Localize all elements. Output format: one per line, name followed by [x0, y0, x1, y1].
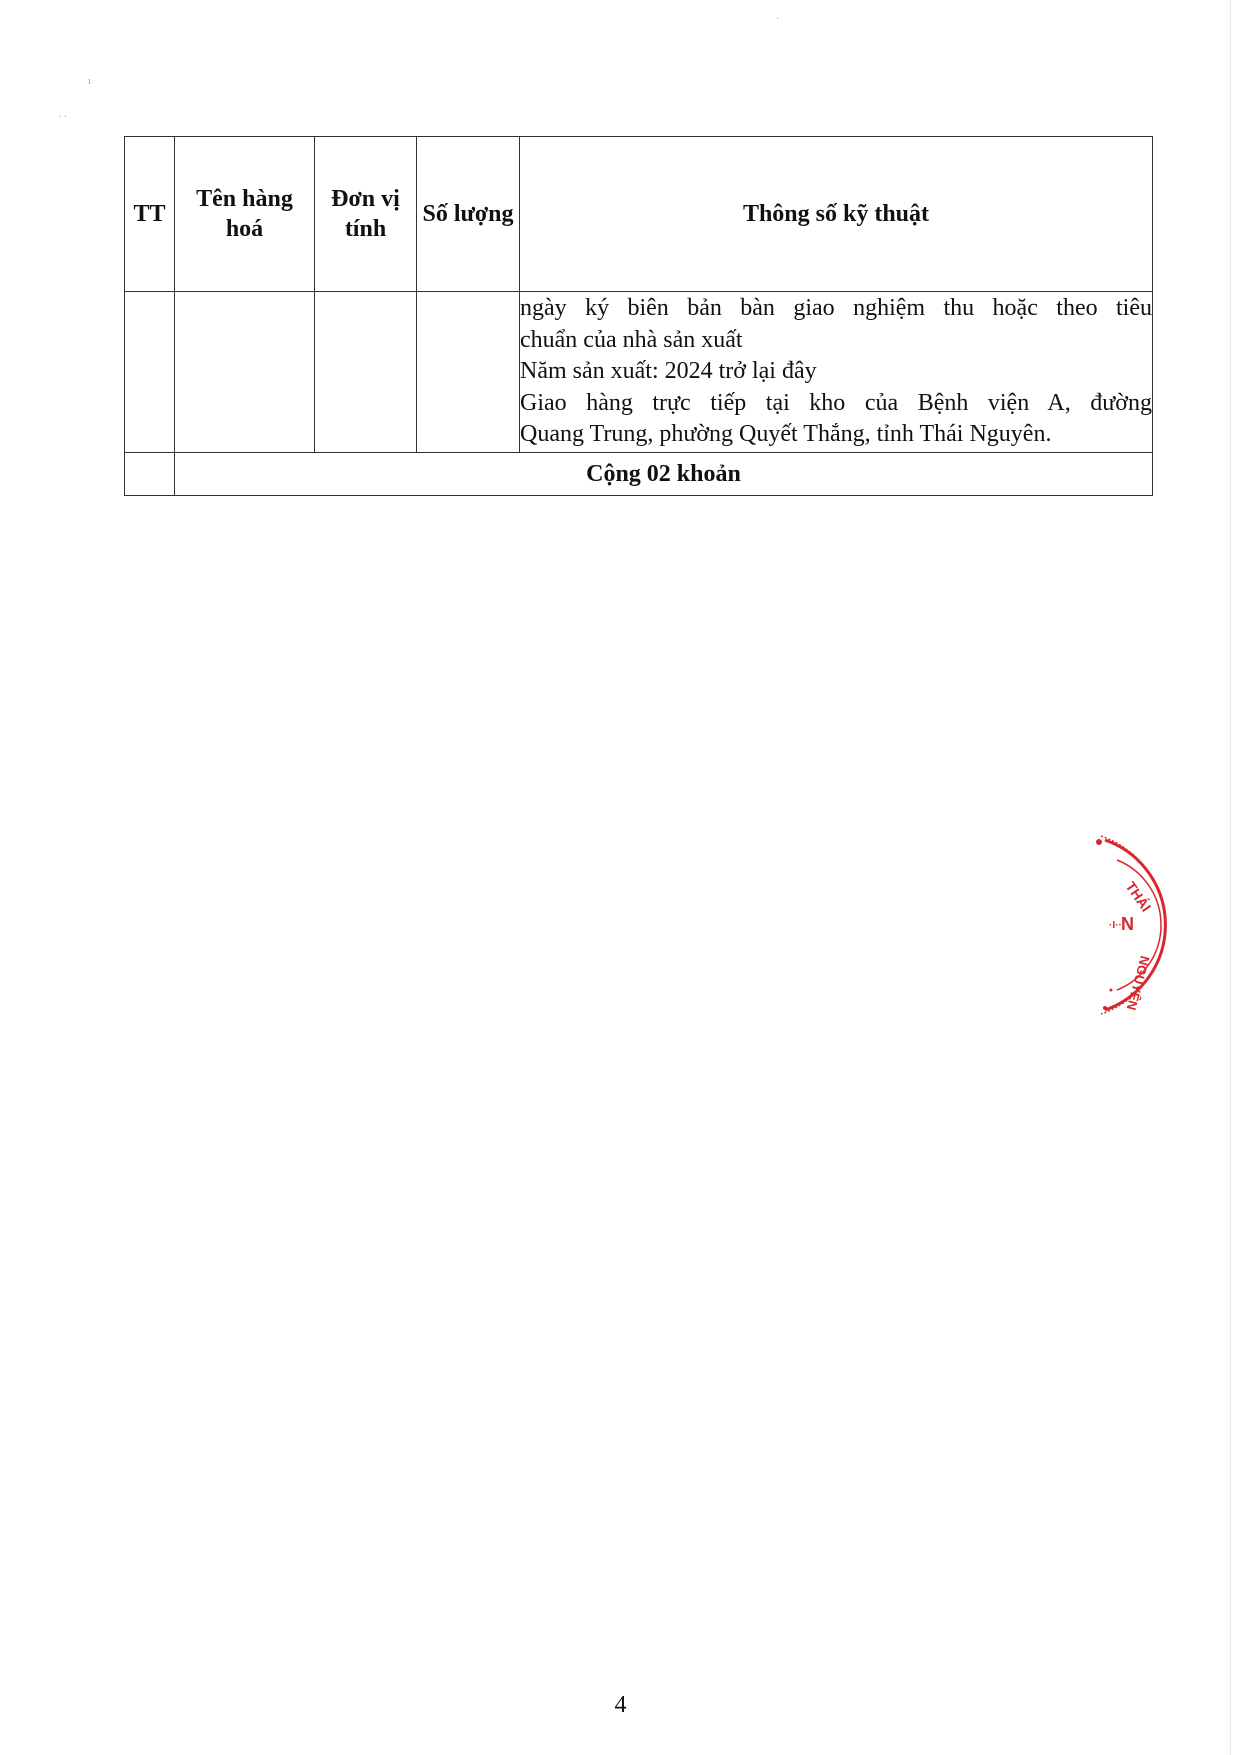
red-seal-stamp: [1095, 830, 1195, 1020]
cell-ten-hang-hoa: [175, 292, 315, 453]
total-empty-cell: [125, 453, 175, 496]
table-row: [125, 292, 1153, 453]
technical-spec-table: [124, 136, 1153, 496]
scan-edge-line: [1230, 0, 1231, 1755]
scan-speck: · ·: [58, 112, 68, 123]
table-total-row: [125, 453, 1153, 496]
spec-line: ngày ký biên bản bàn giao nghiệm thu hoặc theo tiêu: [520, 295, 1152, 322]
scan-speck: ·: [776, 14, 780, 25]
header-ten-hang-hoa: Tên hàng hoá: [175, 137, 315, 292]
cell-don-vi-tinh: [315, 292, 417, 453]
spec-line: Năm sản xuất: 2024 trở lại đây: [520, 358, 817, 385]
cell-tt: [125, 292, 175, 453]
total-label: Cộng 02 khoản: [175, 453, 1153, 496]
header-don-vi-tinh: Đơn vị tính: [315, 137, 417, 292]
svg-text:N: N: [1121, 914, 1134, 934]
spec-line: Giao hàng trực tiếp tại kho của Bệnh viện A, đường: [520, 389, 1152, 416]
page-number: 4: [614, 1692, 627, 1718]
spec-line: chuẩn của nhà sản xuất: [520, 326, 743, 353]
scan-speck: ı: [88, 76, 91, 87]
header-thong-so-ky-thuat: Thông số kỹ thuật: [520, 137, 1153, 292]
header-tt: TT: [125, 137, 175, 292]
table-header-row: [125, 137, 1153, 292]
svg-text:NGUYÊN: NGUYÊN: [1123, 954, 1153, 1012]
svg-text:·I··: ·I··: [1109, 920, 1122, 931]
header-so-luong: Số lượng: [417, 137, 520, 292]
svg-text:THÁI: THÁI: [1122, 878, 1155, 915]
cell-so-luong: [417, 292, 520, 453]
spec-line: Quang Trung, phường Quyết Thắng, tỉnh Thái Nguyên.: [520, 421, 1052, 448]
cell-thong-so-ky-thuat: [520, 292, 1153, 453]
